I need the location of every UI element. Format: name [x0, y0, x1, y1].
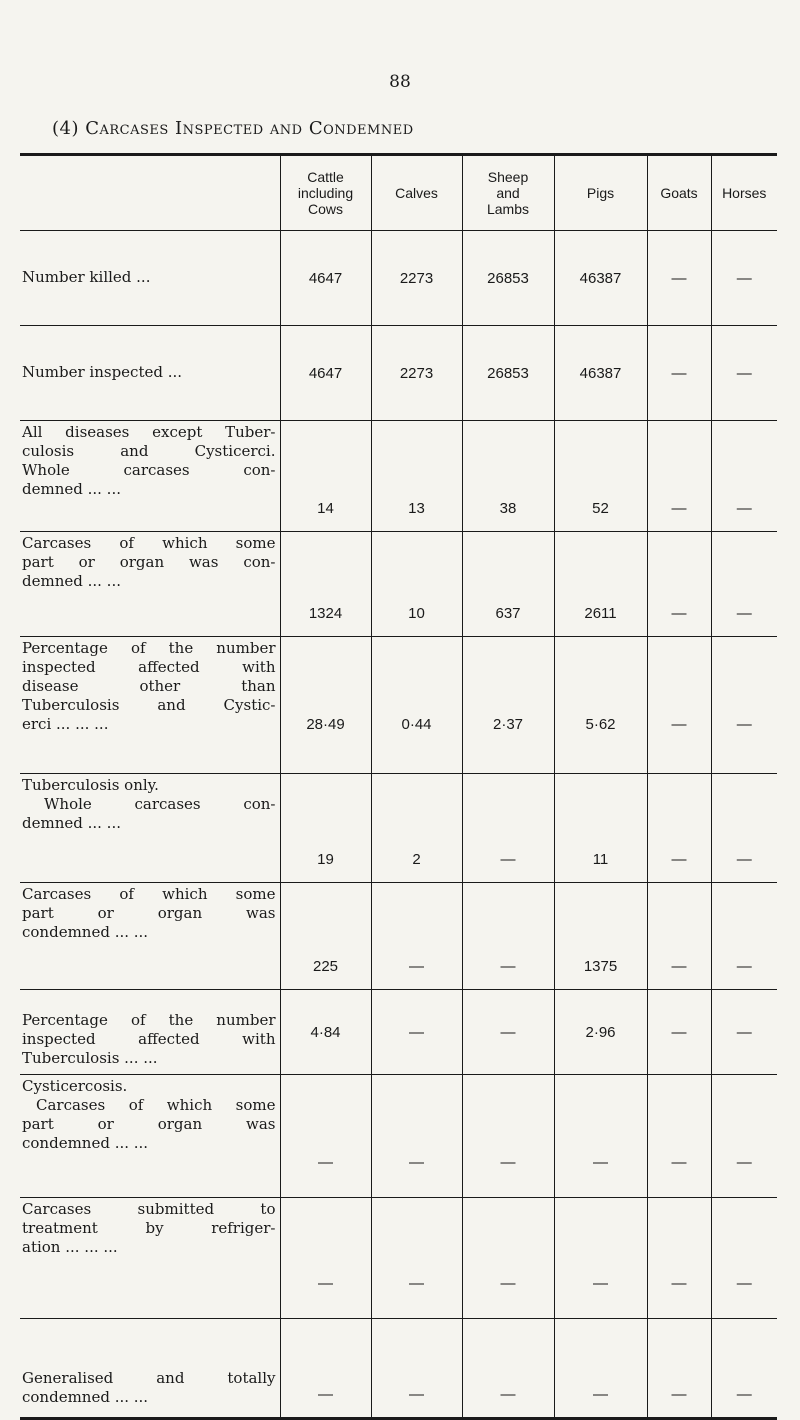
- table-row: [20, 774, 777, 883]
- row-label: [20, 326, 280, 421]
- row-label: [20, 1075, 280, 1198]
- table-cell: —: [711, 774, 777, 883]
- table-cell: —: [711, 1198, 777, 1319]
- row-label-line: Cysticercosis.: [22, 1077, 128, 1095]
- row-label-line: Carcases of which some: [22, 885, 276, 903]
- row-label-line: inspected affected with: [22, 658, 276, 676]
- table-cell: —: [647, 1075, 711, 1198]
- table-cell: —: [462, 990, 554, 1075]
- table-cell: —: [647, 1319, 711, 1419]
- row-label-line: Percentage of the number: [22, 639, 276, 657]
- page-number: 88: [389, 72, 411, 92]
- table-cell: —: [647, 990, 711, 1075]
- row-label: [20, 421, 280, 532]
- row-label-line: condemned ... ...: [22, 1388, 149, 1406]
- table-cell: —: [280, 1319, 371, 1419]
- header-horses: Horses: [711, 155, 777, 231]
- table-row: [20, 883, 777, 990]
- table-row: [20, 326, 777, 421]
- row-label-line: erci ... ... ...: [22, 715, 109, 733]
- row-label-line: Carcases of which some: [22, 534, 276, 552]
- table-cell: 4·84: [280, 990, 371, 1075]
- table-cell: —: [711, 231, 777, 326]
- header-blank: [20, 155, 280, 231]
- table-cell: 1324: [280, 532, 371, 637]
- row-label-line: Number killed ...: [22, 267, 151, 286]
- header-goats: Goats: [647, 155, 711, 231]
- table-cell: 13: [371, 421, 462, 532]
- table-cell: 2: [371, 774, 462, 883]
- table-cell: —: [371, 1198, 462, 1319]
- table-cell: —: [711, 326, 777, 421]
- row-label-line: demned ... ...: [22, 480, 121, 498]
- row-label-line: Carcases of which some: [36, 1096, 276, 1114]
- table-cell: —: [462, 1075, 554, 1198]
- row-label: [20, 990, 280, 1075]
- table-cell: —: [711, 1319, 777, 1419]
- table-cell: —: [711, 637, 777, 774]
- table-cell: —: [554, 1075, 647, 1198]
- table-cell: 2273: [371, 231, 462, 326]
- row-label: [20, 883, 280, 990]
- header-calves: Calves: [371, 155, 462, 231]
- row-label-line: inspected affected with: [22, 1030, 276, 1048]
- table-cell: 26853: [462, 231, 554, 326]
- row-label-line: Tuberculosis and Cystic-: [22, 696, 276, 714]
- row-label-line: part or organ was con-: [22, 553, 276, 571]
- row-label-line: Number inspected ...: [22, 362, 183, 381]
- header-pigs: Pigs: [554, 155, 647, 231]
- table-cell: —: [280, 1198, 371, 1319]
- row-label-line: part or organ was: [22, 904, 276, 922]
- table-row: [20, 532, 777, 637]
- table-cell: —: [462, 1319, 554, 1419]
- carcases-table: [20, 153, 777, 1420]
- table-cell: —: [462, 883, 554, 990]
- table-cell: 2·96: [554, 990, 647, 1075]
- table-cell: 4647: [280, 326, 371, 421]
- table-cell: —: [647, 326, 711, 421]
- row-label-line: Tuberculosis ... ...: [22, 1049, 158, 1067]
- row-label-line: Generalised and totally: [22, 1369, 276, 1387]
- table-cell: 5·62: [554, 637, 647, 774]
- row-label-line: Whole carcases con-: [22, 461, 276, 479]
- section-heading: [52, 118, 414, 139]
- table-cell: —: [711, 990, 777, 1075]
- table-cell: —: [371, 990, 462, 1075]
- table-cell: —: [711, 421, 777, 532]
- row-label-line: condemned ... ...: [22, 923, 149, 941]
- row-label-line: culosis and Cysticerci.: [22, 442, 276, 460]
- row-label-line: condemned ... ...: [22, 1134, 149, 1152]
- table-cell: —: [280, 1075, 371, 1198]
- row-label-line: demned ... ...: [22, 572, 121, 590]
- table-cell: —: [711, 1075, 777, 1198]
- table-cell: —: [647, 774, 711, 883]
- table-cell: —: [647, 637, 711, 774]
- table-cell: —: [462, 1198, 554, 1319]
- row-label-line: part or organ was: [22, 1115, 276, 1133]
- table-cell: 0·44: [371, 637, 462, 774]
- table-cell: 637: [462, 532, 554, 637]
- row-label-line: disease other than: [22, 677, 276, 695]
- row-label: [20, 231, 280, 326]
- row-label-line: demned ... ...: [22, 814, 121, 832]
- row-label-line: Carcases submitted to: [22, 1200, 276, 1218]
- table-cell: 52: [554, 421, 647, 532]
- row-label: [20, 1319, 280, 1419]
- row-label: [20, 774, 280, 883]
- row-label: [20, 1198, 280, 1319]
- table-cell: 38: [462, 421, 554, 532]
- table-cell: 46387: [554, 231, 647, 326]
- section-title: Carcases Inspected and Condemned: [85, 118, 414, 139]
- table-row: [20, 1075, 777, 1198]
- table-cell: 10: [371, 532, 462, 637]
- table-cell: —: [711, 532, 777, 637]
- header-sheep: Sheep and Lambs: [462, 155, 554, 231]
- section-number: (4): [52, 118, 79, 139]
- table-cell: —: [711, 883, 777, 990]
- table-cell: 14: [280, 421, 371, 532]
- table-cell: 225: [280, 883, 371, 990]
- table-cell: —: [371, 1319, 462, 1419]
- table-cell: 26853: [462, 326, 554, 421]
- table-cell: —: [647, 532, 711, 637]
- table-cell: —: [371, 883, 462, 990]
- row-label-line: Whole carcases con-: [44, 795, 276, 813]
- table-cell: —: [554, 1198, 647, 1319]
- table-cell: 46387: [554, 326, 647, 421]
- table-cell: 1375: [554, 883, 647, 990]
- table-row: [20, 990, 777, 1075]
- table-row: [20, 1198, 777, 1319]
- row-label: [20, 532, 280, 637]
- table-row: [20, 231, 777, 326]
- table-cell: —: [647, 883, 711, 990]
- row-label-line: ation ... ... ...: [22, 1238, 118, 1256]
- table-cell: 4647: [280, 231, 371, 326]
- table-cell: 2611: [554, 532, 647, 637]
- table-row: [20, 637, 777, 774]
- table-cell: 2·37: [462, 637, 554, 774]
- table-cell: 11: [554, 774, 647, 883]
- row-label-line: Percentage of the number: [22, 1011, 276, 1029]
- row-label-line: Tuberculosis only.: [22, 776, 159, 794]
- table-cell: —: [647, 231, 711, 326]
- header-row: [20, 155, 777, 231]
- table-cell: —: [462, 774, 554, 883]
- table-row: [20, 1319, 777, 1419]
- table-cell: 19: [280, 774, 371, 883]
- table-cell: 28·49: [280, 637, 371, 774]
- table-row: [20, 421, 777, 532]
- table-cell: —: [371, 1075, 462, 1198]
- table-cell: —: [647, 1198, 711, 1319]
- table-cell: —: [647, 421, 711, 532]
- row-label: [20, 637, 280, 774]
- row-label-line: All diseases except Tuber-: [22, 423, 276, 441]
- table-cell: —: [554, 1319, 647, 1419]
- table-cell: 2273: [371, 326, 462, 421]
- header-cattle: Cattle including Cows: [280, 155, 371, 231]
- row-label-line: treatment by refriger-: [22, 1219, 276, 1237]
